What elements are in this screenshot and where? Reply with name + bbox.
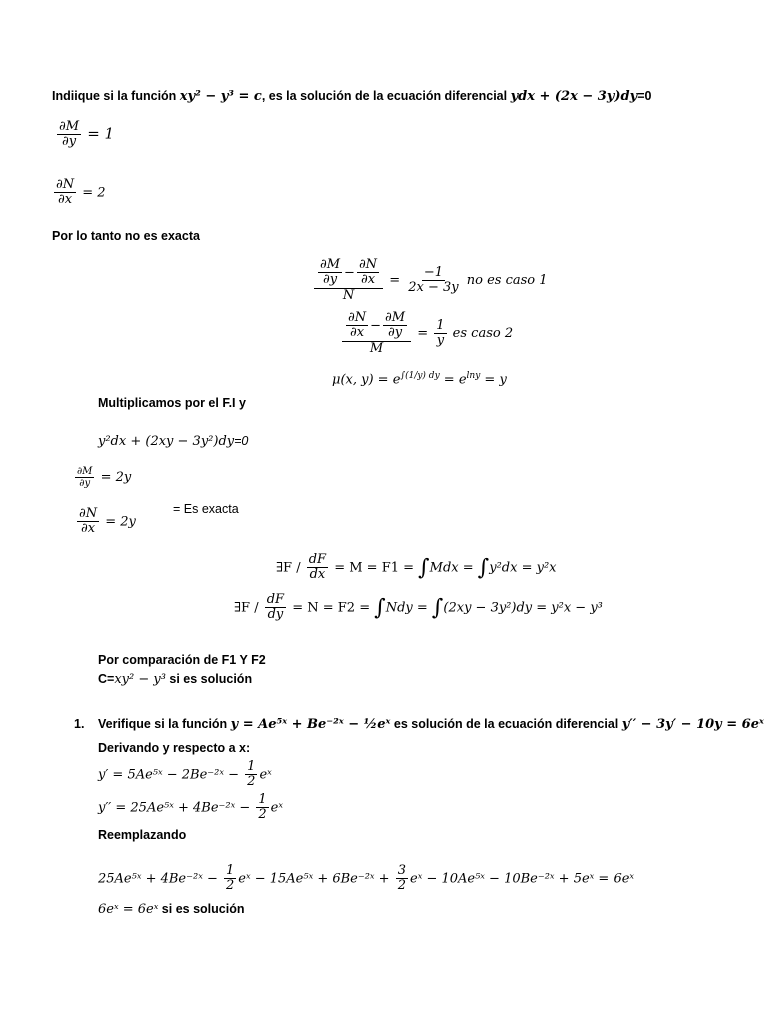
problem2-number: 1. <box>74 717 85 731</box>
problem2-text-b: es solución de la ecuación diferencial <box>390 717 622 731</box>
f1-exists: ∃F / <box>276 560 301 576</box>
dM2-equation <box>73 466 131 489</box>
statement-equation: ydx + (2x − 3y)dy <box>510 89 638 104</box>
mu-exponent-2: lny <box>466 371 481 381</box>
conclusion-1 <box>98 672 252 687</box>
problem2-function: y = Ae⁵ˣ + Be⁻²ˣ − ½eˣ <box>230 717 391 732</box>
case2-dx: ∂x <box>350 325 365 341</box>
integrating-factor <box>332 371 507 387</box>
sub-frac1-num: 1 <box>225 863 235 878</box>
dM2-numerator: ∂M <box>77 466 93 477</box>
first-derivative <box>98 760 272 790</box>
dN-numerator: ∂N <box>56 177 75 192</box>
case1-result-den: 2x − 3y <box>408 279 459 295</box>
exact-text: = Es exacta <box>173 502 239 516</box>
sub-part-a: 25Ae⁵ˣ + 4Be⁻²ˣ − <box>98 871 218 887</box>
new-equation-lhs: y²dx + (2xy − 3y²)dy <box>98 434 235 449</box>
y1-lhs: y′ = 5Ae⁵ˣ − 2Be⁻²ˣ − <box>98 767 240 783</box>
case2-denominator: M <box>369 340 384 356</box>
y2-end: eˣ <box>270 800 283 816</box>
f1-mid: = M = F1 = <box>334 560 415 576</box>
case2-dN: ∂N <box>348 310 367 325</box>
mu-lhs: μ(x, y) = e <box>332 372 401 388</box>
f2-exists: ∃F / <box>234 600 259 616</box>
statement-text: Indiique si la función <box>52 89 180 103</box>
problem1-statement <box>52 89 651 104</box>
problem2-text-a: Verifique si la función <box>98 717 231 731</box>
dM-numerator: ∂M <box>59 119 80 134</box>
f1-dx: dx <box>309 567 326 583</box>
case1-equation: $\frac{\partial M}{\partial y}$ − $\frac{\partial N}{\partial x}$ N = $\frac{-1}{2x - 3y}$ no es caso 1 <box>312 258 548 303</box>
dM-denominator: ∂y <box>61 134 77 150</box>
y1-frac-den: 2 <box>247 774 256 790</box>
case1-dN: ∂N <box>358 257 378 272</box>
f2-integral-1: Ndy = <box>385 600 428 616</box>
f1-equation: ∃F / $\frac{dF}{dx}$ = M = F1 = ∫Mdx = ∫y²dx = y²x <box>276 552 557 583</box>
case2-dM: ∂M <box>385 310 406 325</box>
dN-value: = 2 <box>82 185 106 201</box>
dN2-numerator: ∂N <box>79 506 98 521</box>
dN2-denominator: ∂x <box>81 521 96 537</box>
final-text: si es solución <box>158 902 245 916</box>
final-math: 6eˣ = 6eˣ <box>98 902 159 917</box>
sub-part-c: eˣ − 10Ae⁵ˣ − 10Be⁻²ˣ + 5eˣ = 6eˣ <box>410 871 635 887</box>
case1-dx: ∂x <box>360 272 376 288</box>
dN2-equation <box>75 507 136 537</box>
case2-result-den: y <box>436 332 445 348</box>
dN2-value: = 2y <box>105 514 136 530</box>
case2-equation: $\frac{\partial N}{\partial x}$ − $\frac{\partial M}{\partial y}$ M = $\frac{1}{y}$ es caso 2 <box>340 311 513 356</box>
y2-frac-den: 2 <box>258 807 267 823</box>
substitution-equation <box>98 864 634 894</box>
comparison-text: Por comparación de F1 Y F2 <box>98 653 266 667</box>
f2-dF: dF <box>266 592 285 607</box>
y2-lhs: y′′ = 25Ae⁵ˣ + 4Be⁻²ˣ − <box>98 800 251 816</box>
y1-frac-num: 1 <box>247 759 256 774</box>
mu-mid: = e <box>439 372 467 388</box>
dN-denominator: ∂x <box>58 192 73 208</box>
not-exact-text: Por lo tanto no es exacta <box>52 229 200 243</box>
problem2-equation: y′′ − 3y′ − 10y = 6eˣ <box>621 717 764 732</box>
dM-dy-equation <box>55 120 114 150</box>
mu-result: = y <box>480 372 507 388</box>
f2-integral-2: (2xy − 3y²)dy = y²x − y³ <box>443 600 603 616</box>
statement-text-2: , es la solución de la ecuación diferencial <box>261 89 511 103</box>
f1-integral-1: Mdx = <box>429 560 474 576</box>
sub-frac2-den: 2 <box>397 878 406 894</box>
case2-dy: ∂y <box>388 325 403 341</box>
f1-dF: dF <box>308 552 327 567</box>
case1-denominator: N <box>342 287 355 303</box>
statement-function: xy² − y³ = c <box>179 89 262 104</box>
case2-result-num: 1 <box>436 317 445 333</box>
sub-part-b: eˣ − 15Ae⁵ˣ + 6Be⁻²ˣ + <box>238 871 390 887</box>
dM2-denominator: ∂y <box>79 478 91 489</box>
conclusion-2 <box>98 902 244 917</box>
replace-text: Reemplazando <box>98 828 187 842</box>
sub-frac1-den: 2 <box>225 878 235 894</box>
case1-dM: ∂M <box>320 257 341 272</box>
case2-label: es caso 2 <box>452 325 514 341</box>
case1-result-num: −1 <box>423 264 444 280</box>
dN-dx-equation <box>52 178 106 208</box>
f2-dy: dy <box>267 607 284 623</box>
y1-end: eˣ <box>259 767 272 783</box>
dM2-value: = 2y <box>100 470 132 485</box>
conclusion-c: C= <box>98 672 115 686</box>
statement-equals-zero: =0 <box>637 89 652 103</box>
case1-dy: ∂y <box>322 272 338 288</box>
mu-exponent: ∫(1/y) dy <box>400 371 440 381</box>
sub-frac2-num: 3 <box>397 863 406 878</box>
new-equation-rhs: =0 <box>234 434 249 448</box>
new-equation <box>98 434 248 449</box>
conclusion-math: xy² − y³ <box>114 672 166 687</box>
conclusion-text: si es solución <box>165 672 253 686</box>
problem2-statement <box>98 717 764 732</box>
second-derivative <box>98 793 283 823</box>
dM-value: = 1 <box>87 124 115 143</box>
f1-integral-2: y²dx = y²x <box>489 560 557 576</box>
case1-label: no es caso 1 <box>466 272 548 288</box>
y2-frac-num: 1 <box>258 792 267 807</box>
derive-text: Derivando y respecto a x: <box>98 741 251 755</box>
multiply-text: Multiplicamos por el F.I y <box>98 396 246 410</box>
f2-equation: ∃F / $\frac{dF}{dy}$ = N = F2 = ∫Ndy = ∫(2xy − 3y²)dy = y²x − y³ <box>234 592 603 623</box>
f2-mid: = N = F2 = <box>292 600 371 616</box>
